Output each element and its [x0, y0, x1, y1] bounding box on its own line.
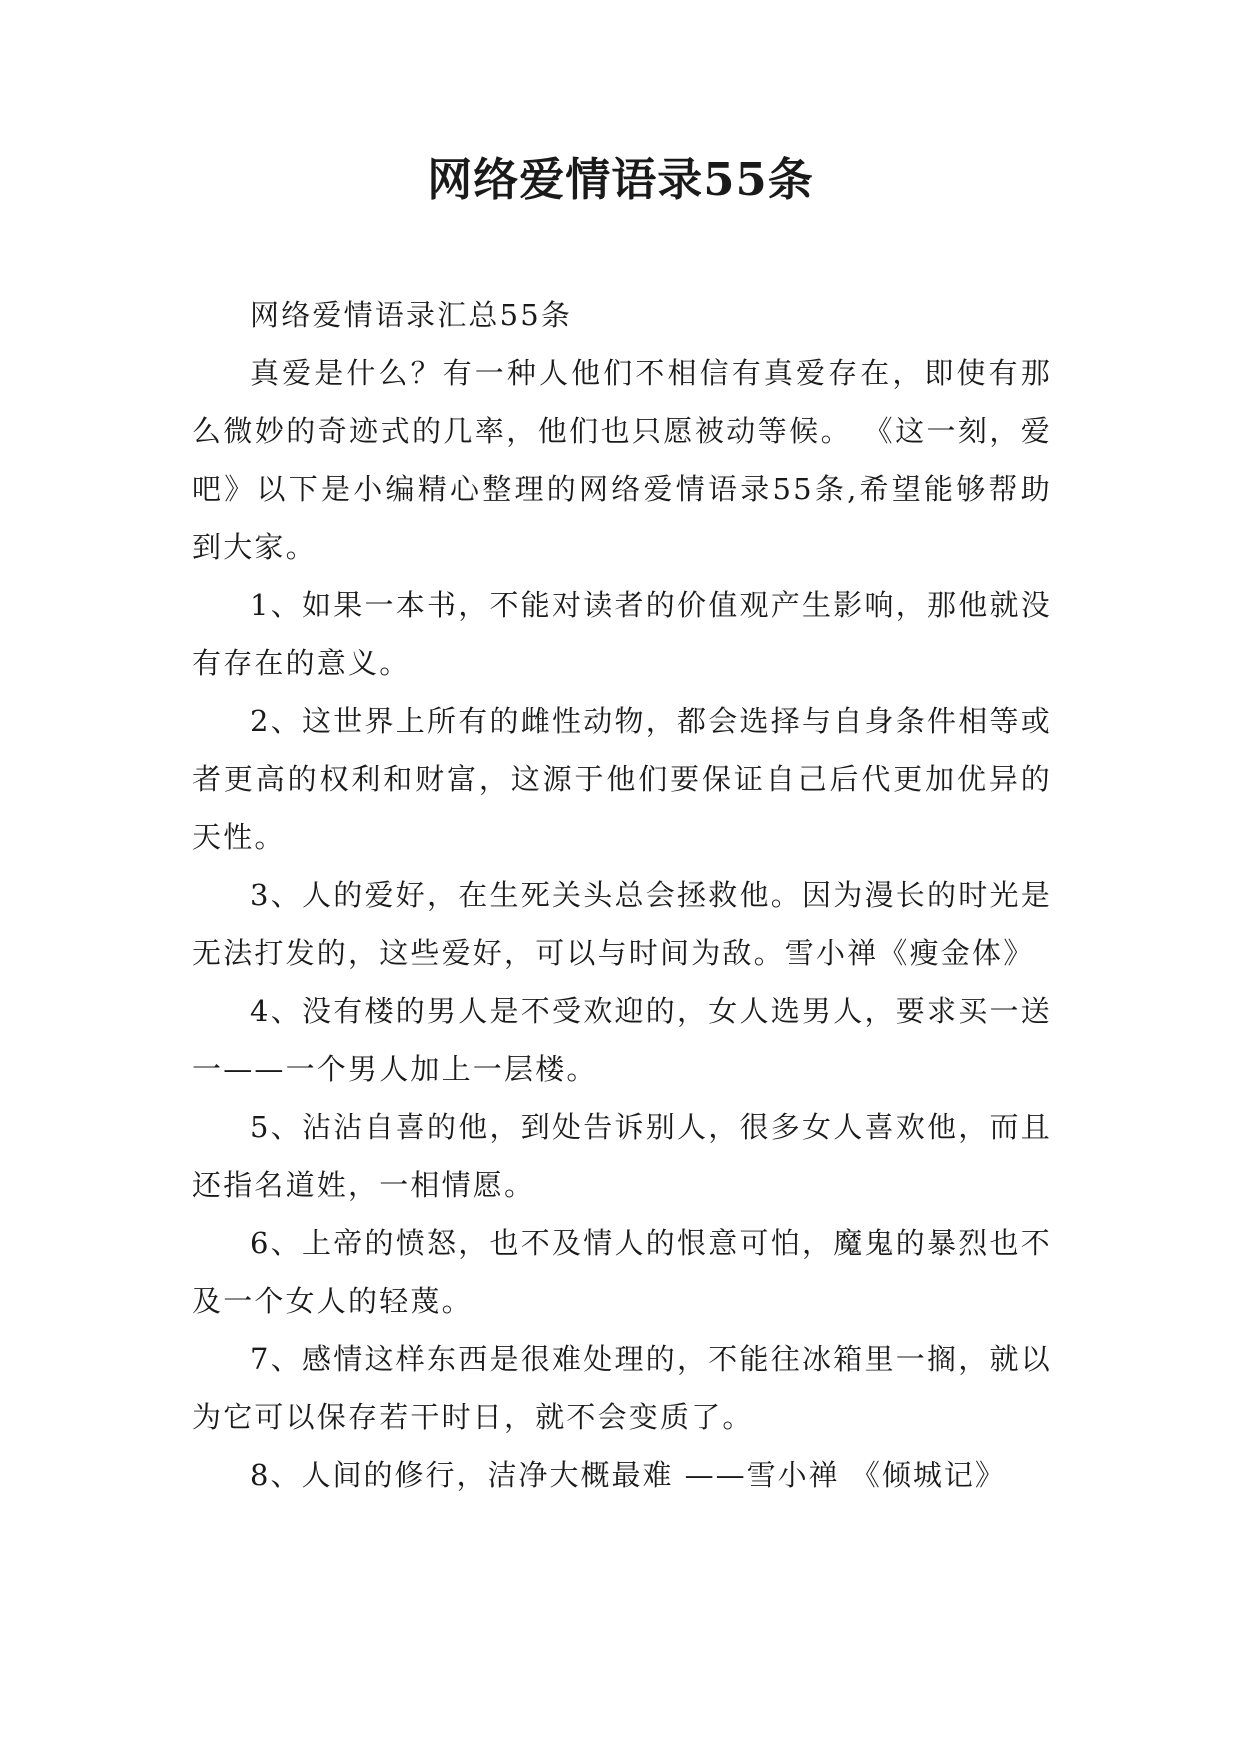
paragraph-quote-8: 8、人间的修行，洁净大概最难 ——雪小禅 《倾城记》 [250, 1458, 1006, 1492]
paragraph-quote-6: 6、上帝的愤怒，也不及情人的恨意可怕，魔鬼的暴烈也不及一个女人的轻蔑。 [192, 1226, 1052, 1318]
paragraph-subtitle: 网络爱情语录汇总55条 [250, 298, 573, 332]
paragraph-quote-3: 3、人的爱好，在生死关头总会拯救他。因为漫长的时光是无法打发的，这些爱好，可以与时间为敌。雪小禅《瘦金体》 [192, 878, 1052, 970]
document-body [192, 286, 1052, 1504]
paragraph-quote-4: 4、没有楼的男人是不受欢迎的，女人选男人，要求买一送一——一个男人加上一层楼。 [192, 994, 1052, 1086]
paragraph-quote-7: 7、感情这样东西是很难处理的，不能往冰箱里一搁，就以为它可以保存若干时日，就不会变质了。 [192, 1342, 1052, 1434]
paragraph-quote-2: 2、这世界上所有的雌性动物，都会选择与自身条件相等或者更高的权利和财富，这源于他们要保证自己后代更加优异的天性。 [192, 704, 1052, 854]
paragraph-quote-1: 1、如果一本书，不能对读者的价值观产生影响，那他就没有存在的意义。 [192, 588, 1052, 680]
document-title: 网络爱情语录55条 [427, 153, 814, 206]
paragraph-intro: 真爱是什么？有一种人他们不相信有真爱存在，即使有那么微妙的奇迹式的几率，他们也只愿被动等候。 《这一刻，爱吧》以下是小编精心整理的网络爱情语录55条,希望能够帮助到大家。 [192, 356, 1052, 564]
paragraph-quote-5: 5、沾沾自喜的他，到处告诉别人，很多女人喜欢他，而且还指名道姓，一相情愿。 [192, 1110, 1052, 1202]
